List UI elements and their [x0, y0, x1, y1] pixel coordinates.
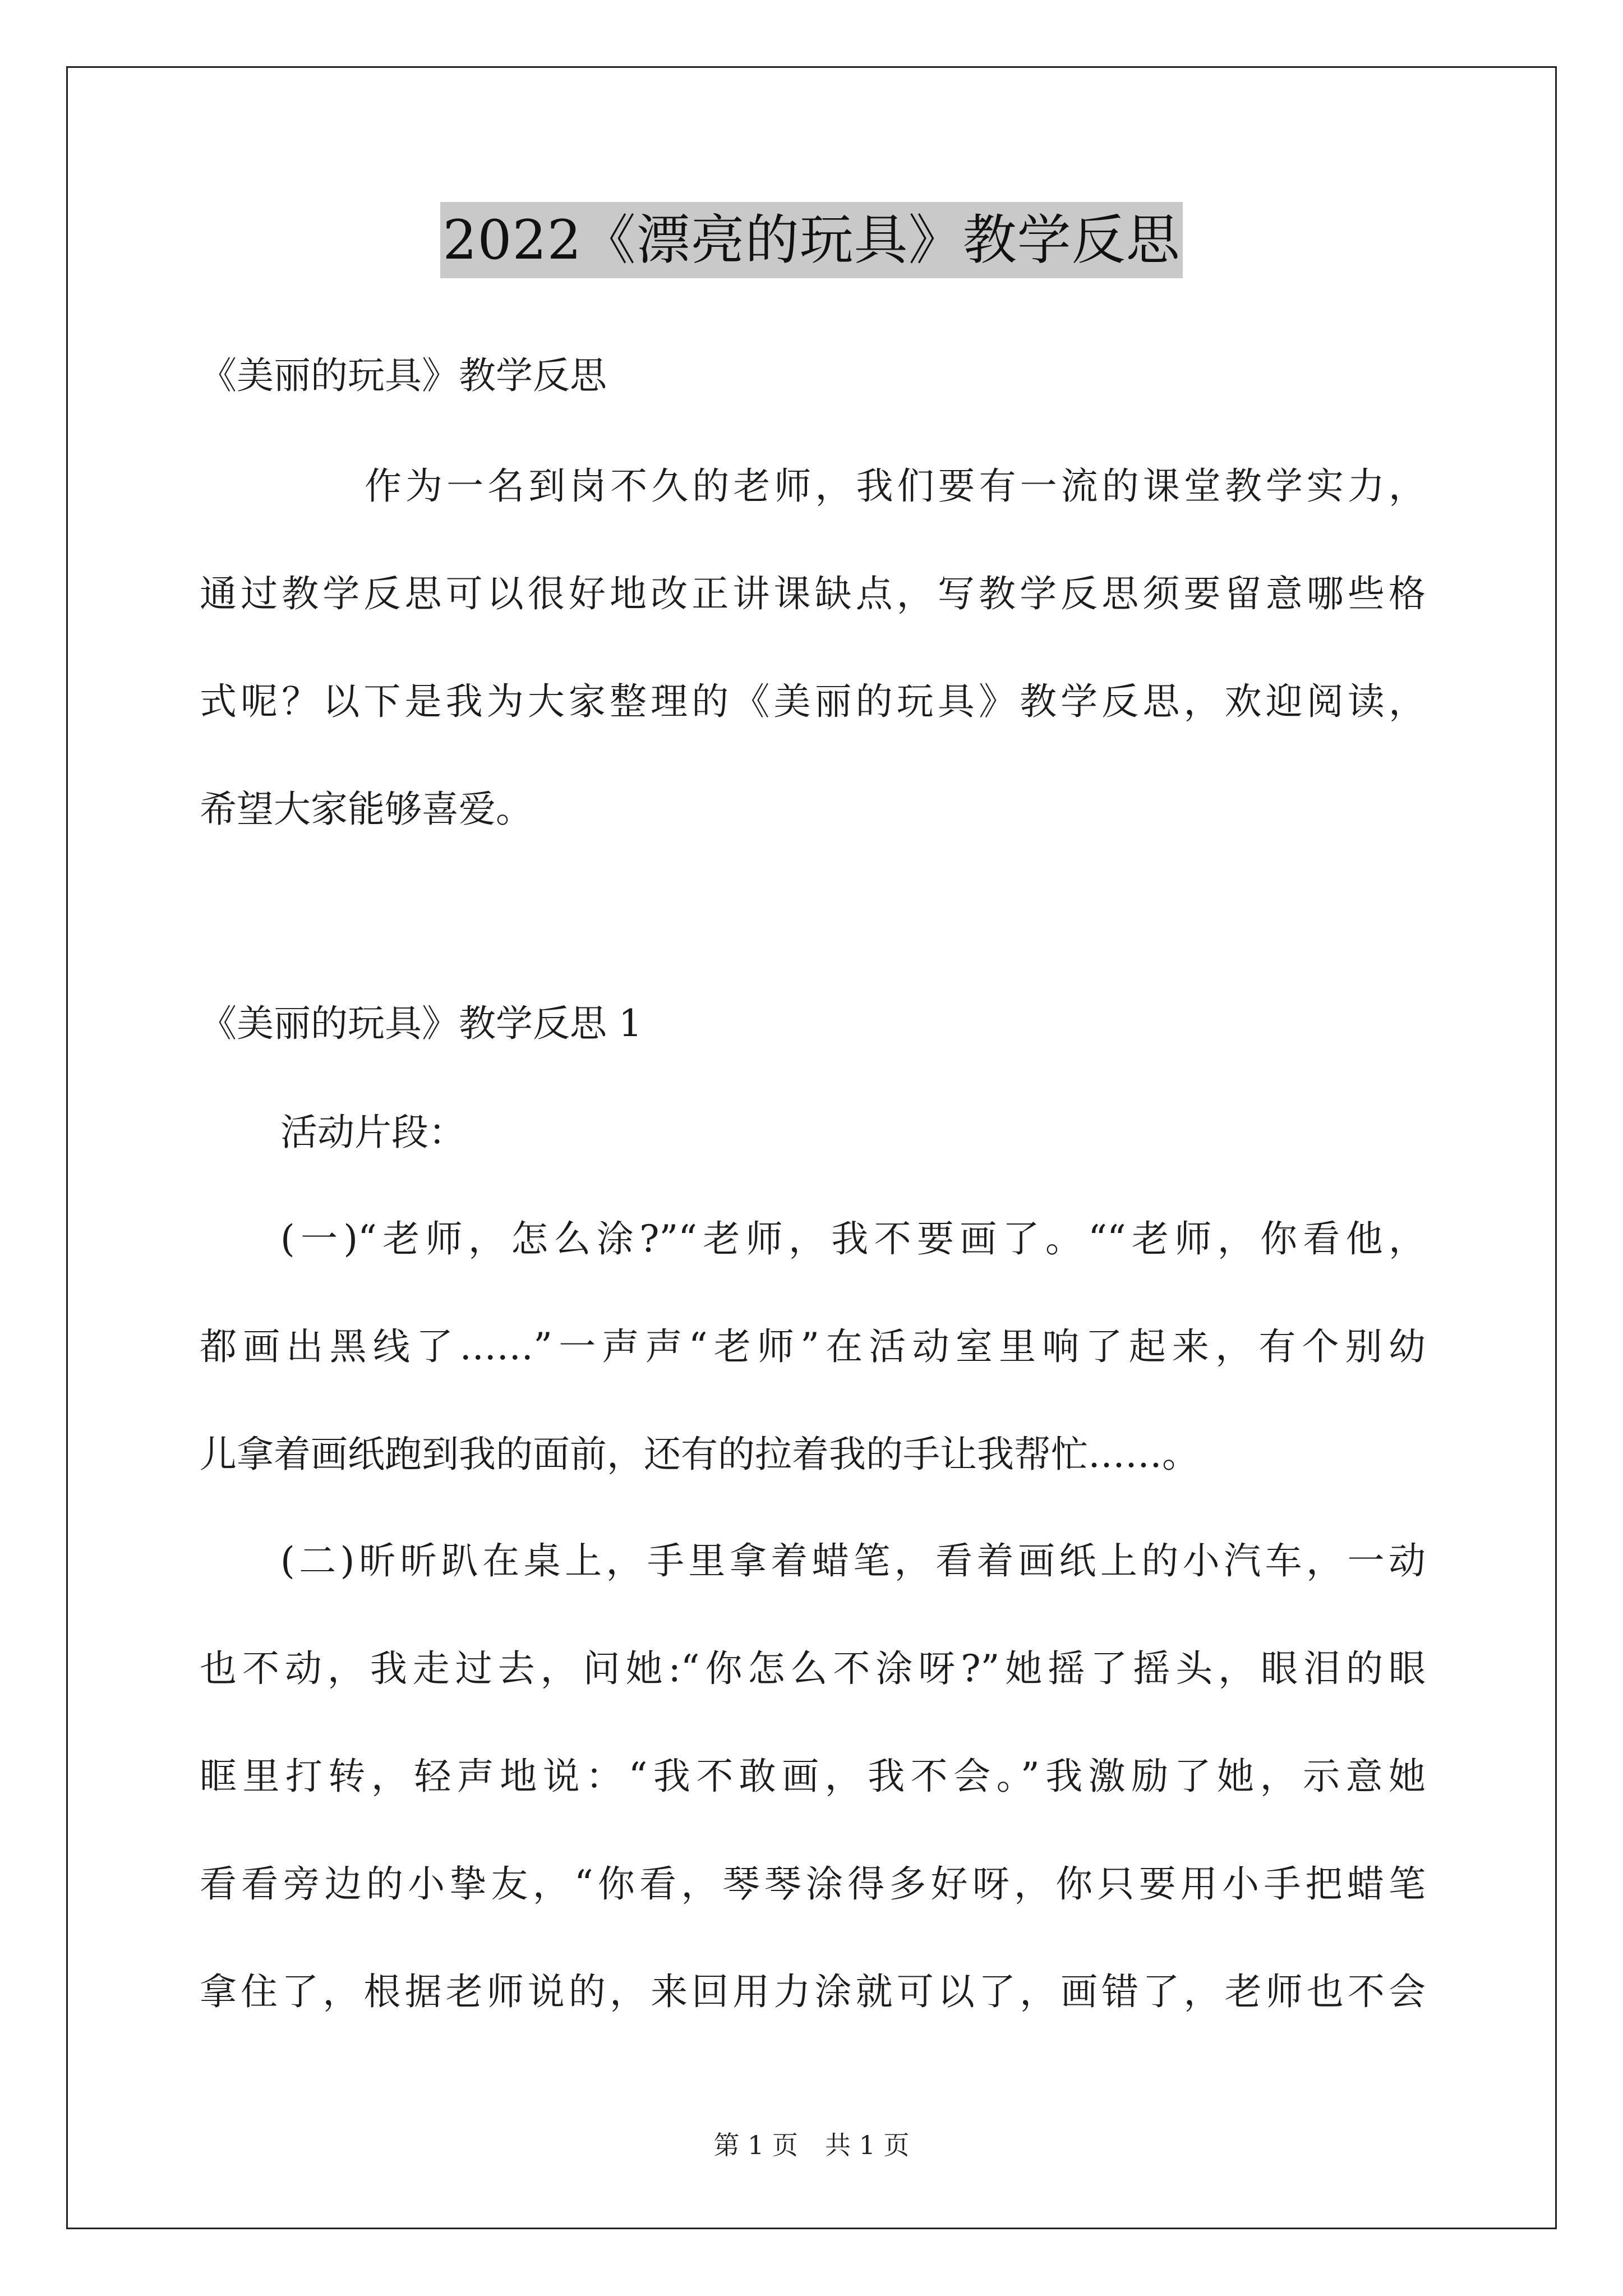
paragraph-line: 也不动，我走过去，问她:“你怎么不涂呀?”她摇了摇头，眼泪的眼 — [200, 1647, 1426, 1690]
paragraph-line: 都画出黑线了……”一声声“老师”在活动室里响了起来，有个别幼 — [200, 1325, 1426, 1368]
paragraph-line: 儿拿着画纸跑到我的面前，还有的拉着我的手让我帮忙……。 — [200, 1433, 1199, 1476]
paragraph-line: 看看旁边的小挚友，“你看，琴琴涂得多好呀，你只要用小手把蜡笔 — [200, 1862, 1426, 1906]
page-total: 共 1 页 — [825, 2130, 910, 2160]
page-number: 第 1 页 — [713, 2130, 798, 2160]
paragraph-line: 活动片段： — [280, 1111, 465, 1154]
section-heading-intro: 《美丽的玩具》教学反思 — [200, 354, 607, 397]
paragraph-line: (二)昕昕趴在桌上，手里拿着蜡笔，看着画纸上的小汽车，一动 — [280, 1539, 1426, 1582]
page-footer — [0, 2128, 1623, 2162]
paragraph-line: 眶里打转，轻声地说：“我不敢画，我不会。”我激励了她，示意她 — [200, 1755, 1426, 1798]
document-title: 2022《漂亮的玩具》教学反思 — [440, 202, 1182, 278]
paragraph-line: 拿住了，根据老师说的，来回用力涂就可以了，画错了，老师也不会 — [200, 1970, 1426, 2013]
title-container — [0, 202, 1623, 278]
paragraph-line: (一)“老师，怎么涂?”“老师，我不要画了。““老师，你看他， — [280, 1217, 1426, 1260]
paragraph-line: 通过教学反思可以很好地改正讲课缺点，写教学反思须要留意哪些格 — [200, 572, 1426, 615]
paragraph-line: 希望大家能够喜爱。 — [200, 788, 533, 831]
paragraph-line: 式呢？以下是我为大家整理的《美丽的玩具》教学反思，欢迎阅读， — [200, 680, 1426, 723]
section-heading-1: 《美丽的玩具》教学反思 1 — [200, 1002, 642, 1045]
paragraph-line: 作为一名到岗不久的老师，我们要有一流的课堂教学实力， — [365, 464, 1426, 508]
